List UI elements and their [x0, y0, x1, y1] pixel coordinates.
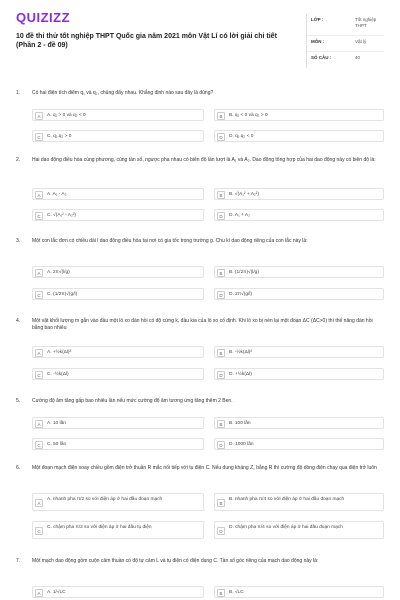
- question-text: Một đoạn mạch điện xoay chiều gồm điện trở thuần R mắc nối tiếp với tụ điện C. Nếu dung kháng Z꜀ bằng R thì cường độ dòng điện chạy qua điện trở luôn: [32, 465, 377, 471]
- option-text: A. q₁ > 0 và q₂ < 0: [47, 113, 86, 118]
- option-letter: D: [217, 441, 225, 449]
- option-text: C. q₁.q₂ > 0: [47, 134, 72, 139]
- option-letter: C: [35, 441, 43, 449]
- option-b[interactable]: [214, 266, 384, 278]
- meta-row-subject: [307, 36, 384, 52]
- option-b[interactable]: [214, 586, 384, 598]
- option-a[interactable]: [32, 346, 204, 358]
- option-text: D. +½k(Δl): [229, 372, 252, 377]
- question-1: [16, 90, 384, 142]
- option-text: A. A₁ - A₂: [47, 192, 67, 197]
- meta-value: Tốt nghiệp THPT: [355, 17, 377, 28]
- option-letter: C: [35, 527, 43, 535]
- option-d[interactable]: [214, 288, 384, 300]
- option-letter: B: [217, 589, 225, 597]
- question-text: Một vật khối lượng m gắn vào đầu một lò xo đàn hồi có độ cứng k, đầu kia của lò xo cố định. Khi lò xo bị nén lại một đoạn ΔC (ΔC>0) thì thế năng đàn hồi bằng bao nhiêu: [32, 318, 373, 331]
- option-letter: C: [35, 371, 43, 379]
- option-letter: D: [217, 212, 225, 220]
- option-c[interactable]: [32, 288, 204, 300]
- option-text: A. 2π√(l/g): [47, 270, 70, 275]
- option-letter: A: [35, 589, 43, 597]
- question-5: [16, 398, 384, 452]
- option-b[interactable]: [214, 417, 384, 429]
- option-letter: D: [217, 371, 225, 379]
- option-a[interactable]: [32, 188, 204, 200]
- question-number: 5.: [16, 398, 21, 404]
- option-letter: D: [217, 133, 225, 141]
- option-letter: B: [217, 269, 225, 277]
- worksheet-title: 10 đề thi thử tốt nghiệp THPT Quốc gia năm 2021 môn Vật Lí có lời giải chi tiết (Phần 2 - đề 09): [16, 33, 277, 49]
- question-number: 6.: [16, 465, 21, 471]
- option-b[interactable]: [214, 493, 384, 511]
- meta-key: SỐ CÂU :: [311, 55, 332, 60]
- question-7: [16, 558, 384, 598]
- option-text: A. 1/√LC: [47, 590, 66, 595]
- option-text: B. nhanh pha π/4 so với điện áp ở hai đầu đoạn mạch: [229, 497, 345, 502]
- option-d[interactable]: [214, 521, 384, 539]
- option-text: C. 50 lần: [47, 442, 67, 447]
- option-text: D. 2π√(g/l): [229, 292, 253, 297]
- option-text: C. (1/2π)√(g/l): [47, 292, 78, 297]
- question-number: 4.: [16, 318, 21, 324]
- quizizz-logo: QUIZIZZ: [16, 10, 71, 25]
- question-text: Hai dao động điều hòa cùng phương, cùng tần số, ngược pha nhau có biên độ lần lượt là A₁ và A₂. Dao động tổng hợp của hai dao động này có biên độ là:: [32, 157, 376, 163]
- option-c[interactable]: [32, 368, 204, 380]
- question-number: 3.: [16, 238, 21, 244]
- meta-key: MÔN :: [311, 39, 325, 44]
- option-d[interactable]: [214, 368, 384, 380]
- option-a[interactable]: [32, 493, 204, 511]
- option-letter: D: [217, 527, 225, 535]
- option-letter: B: [217, 112, 225, 120]
- option-text: A. 10 lần: [47, 421, 66, 426]
- option-letter: C: [35, 291, 43, 299]
- option-a[interactable]: [32, 266, 204, 278]
- option-text: A. nhanh pha π/2 so với điện áp ở hai đầu đoạn mạch: [47, 497, 163, 502]
- option-text: B. (1/2π)√(l/g): [229, 270, 259, 275]
- option-letter: A: [35, 112, 43, 120]
- option-text: D. q₁.q₂ < 0: [229, 134, 254, 139]
- option-c[interactable]: [32, 438, 204, 450]
- option-letter: A: [35, 269, 43, 277]
- option-text: A. +½k(Δl)²: [47, 350, 72, 355]
- option-letter: C: [35, 133, 43, 141]
- option-text: C. √(A₁² - A₂²): [47, 213, 77, 218]
- question-6: [16, 465, 384, 541]
- question-4: [16, 318, 384, 384]
- question-number: 7.: [16, 558, 21, 564]
- meta-row-count: [307, 52, 384, 68]
- option-letter: B: [217, 191, 225, 199]
- option-letter: D: [217, 291, 225, 299]
- option-letter: A: [35, 349, 43, 357]
- option-letter: B: [217, 420, 225, 428]
- question-3: [16, 238, 384, 304]
- option-d[interactable]: [214, 130, 384, 142]
- option-a[interactable]: [32, 417, 204, 429]
- question-number: 1.: [16, 90, 21, 96]
- option-a[interactable]: [32, 109, 204, 121]
- option-text: B. 100 lần: [229, 421, 251, 426]
- option-b[interactable]: [214, 188, 384, 200]
- option-letter: B: [217, 499, 225, 507]
- meta-value: Vật lý: [355, 39, 367, 44]
- option-c[interactable]: [32, 130, 204, 142]
- option-letter: A: [35, 191, 43, 199]
- meta-row-class: [307, 14, 384, 36]
- question-text: Cường độ âm tăng gấp bao nhiêu lần nếu mức cường độ âm tương ứng tăng thêm 2 Ben.: [32, 398, 233, 404]
- option-letter: A: [35, 420, 43, 428]
- option-letter: A: [35, 499, 43, 507]
- option-text: B. q₁ < 0 và q₂ > 0: [229, 113, 268, 118]
- question-text: Một mạch dao động gồm cuộn cảm thuần có độ tự cảm L và tụ điện có điện dung C. Tần số góc riêng của mạch dao động này là:: [32, 558, 319, 564]
- option-d[interactable]: [214, 209, 384, 221]
- option-letter: C: [35, 212, 43, 220]
- option-letter: B: [217, 349, 225, 357]
- option-text: B. -½k(Δl)²: [229, 350, 252, 355]
- meta-value: 40: [355, 55, 361, 60]
- option-text: D. 1000 lần: [229, 442, 254, 447]
- question-text: Một con lắc đơn có chiều dài l dao động điều hòa tại nơi có gia tốc trọng trường g. Chu kì dao động riêng của con lắc này là:: [32, 238, 308, 244]
- option-text: D. A₁ + A₂: [229, 213, 250, 218]
- option-text: D. chậm pha π/4 so với điện áp ở hai đầu đoạn mạch: [229, 525, 343, 530]
- question-2: [16, 157, 384, 227]
- option-a[interactable]: [32, 586, 204, 598]
- option-c[interactable]: [32, 209, 204, 221]
- option-text: C. -½k(Δl): [47, 372, 69, 377]
- option-c[interactable]: [32, 521, 204, 539]
- question-number: 2.: [16, 157, 21, 163]
- option-d[interactable]: [214, 438, 384, 450]
- option-text: C. chậm pha π/2 so với điện áp ở hai đầu tụ điện: [47, 525, 152, 530]
- question-text: Có hai điện tích điểm q₁ và q₂, chúng đẩy nhau. Khẳng định nào sau đây là đúng?: [32, 90, 214, 96]
- option-text: B. √(A₁² + A₂²): [229, 192, 259, 197]
- option-b[interactable]: [214, 109, 384, 121]
- worksheet-header: [16, 10, 384, 68]
- option-b[interactable]: [214, 346, 384, 358]
- meta-table: [306, 14, 384, 68]
- meta-key: LỚP :: [311, 17, 324, 22]
- option-text: B. √LC: [229, 590, 244, 595]
